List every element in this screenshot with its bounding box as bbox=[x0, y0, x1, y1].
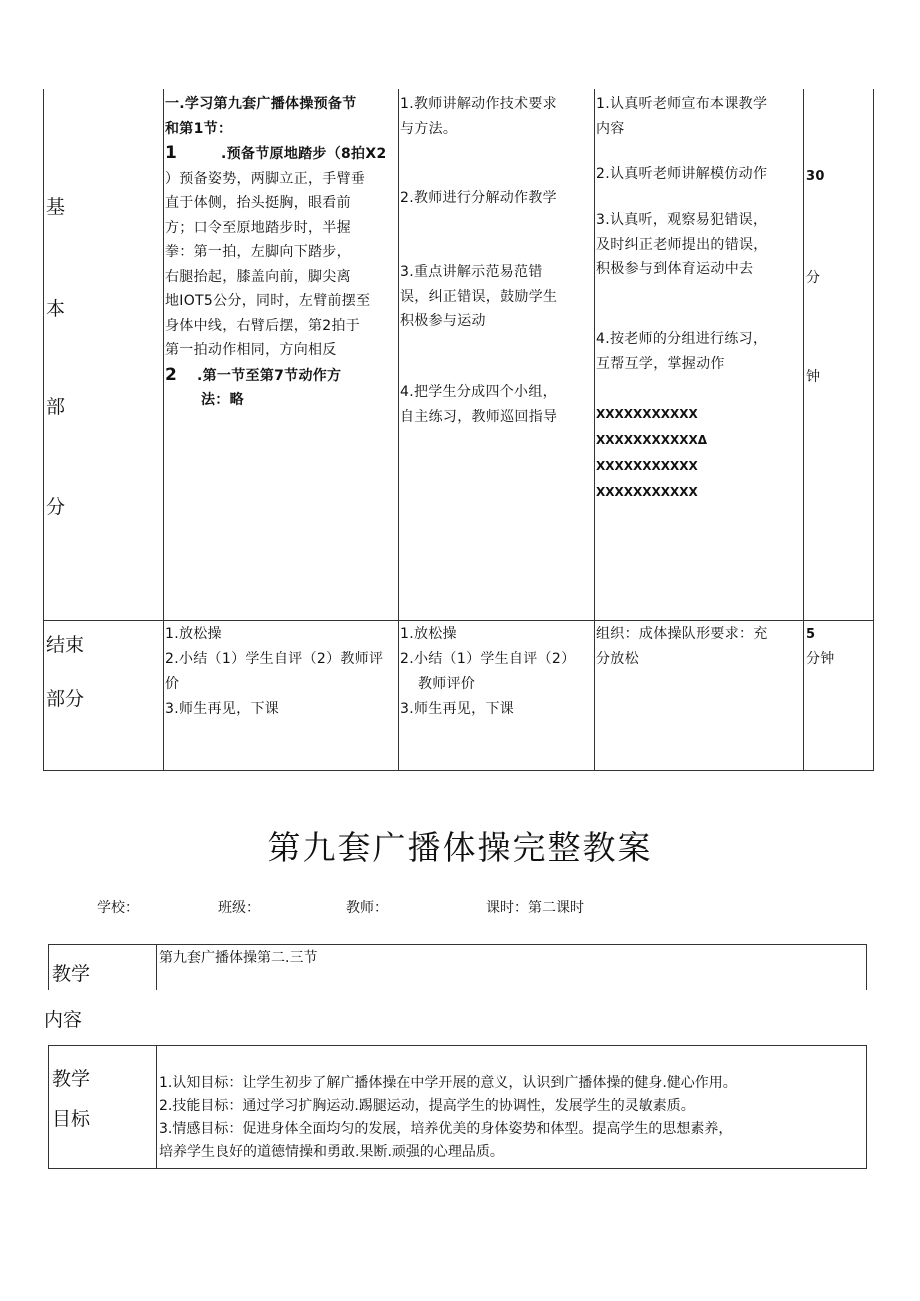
subsection-title: .预备节原地踏步（8拍X2 bbox=[221, 146, 387, 162]
content-value: 第九套广播体操第二.三节 bbox=[159, 950, 318, 966]
end-time: 5 分钟 bbox=[806, 627, 835, 667]
end-teacher: 1.放松操 2.小结（1）学生自评（2） 教师评价 3.师生再见，下课 bbox=[400, 626, 576, 717]
subsection-title: .第一节至第7节动作方 bbox=[197, 367, 342, 384]
table-border-left bbox=[43, 89, 44, 771]
table-divider bbox=[398, 89, 399, 771]
teacher-field: 教师： bbox=[346, 900, 388, 916]
end-student: 组织：成体操队形要求：充 分放松 bbox=[596, 626, 768, 667]
student-item: 1.认真听老师宣布本课教学 内容 bbox=[596, 96, 768, 137]
subsection-title: 法：略 bbox=[201, 392, 244, 408]
content-line: ）预备姿势，两脚立正，手臂垂 bbox=[165, 170, 366, 187]
period-field: 课时：第二课时 bbox=[486, 900, 584, 916]
subsection-number: 1 bbox=[165, 143, 178, 163]
goal-item: 培养学生良好的道德情操和勇敢.果断.顽强的心理品质。 bbox=[159, 1144, 504, 1160]
goal-item: 2.技能目标：通过学习扩胸运动.踢腿运动，提高学生的协调性，发展学生的灵敏素质。 bbox=[159, 1098, 695, 1114]
content-label: 内容 bbox=[44, 1009, 83, 1031]
goal-label: 教学 bbox=[52, 1068, 91, 1090]
teacher-item: 1.教师讲解动作技术要求 与方法。 bbox=[400, 96, 557, 137]
content-line: 第一拍动作相同，方向相反 bbox=[165, 342, 337, 358]
content-line: 地IOT5公分，同时，左臂前摆至 bbox=[165, 293, 371, 309]
student-item: 2.认真听老师讲解模仿动作 bbox=[596, 166, 768, 182]
student-item: 4.按老师的分组进行练习， 互帮互学，掌握动作 bbox=[596, 331, 768, 372]
class-field: 班级： bbox=[218, 900, 260, 916]
content-line: 方；口令至原地踏步时，半握 bbox=[165, 219, 351, 236]
table-divider bbox=[43, 620, 874, 621]
table-divider bbox=[803, 89, 804, 771]
teacher-item: 2.教师进行分解动作教学 bbox=[400, 190, 557, 206]
content-heading: 和第1节： bbox=[165, 120, 233, 137]
goal-list bbox=[159, 1072, 865, 1164]
formation-diagram: XXXXXXXXXXX XXXXXXXXXXXΔ XXXXXXXXXXX XXXXXXXXXXX bbox=[596, 407, 708, 499]
basic-content bbox=[165, 92, 397, 413]
teacher-item: 3.重点讲解示范易范错 误，纠正错误，鼓励学生 积极参与运动 bbox=[400, 264, 558, 329]
table-divider bbox=[594, 89, 595, 771]
table-border-bottom bbox=[43, 770, 874, 771]
table-divider bbox=[163, 89, 164, 771]
content-label: 教学 bbox=[52, 963, 91, 985]
school-field: 学校： bbox=[97, 900, 139, 916]
content-line: 直于体侧，抬头挺胸，眼看前 bbox=[165, 195, 351, 211]
end-content: 1.放松操 2.小结（1）学生自评（2）教师评 价 3.师生再见，下课 bbox=[165, 626, 384, 717]
goal-item: 1.认知目标：让学生初步了解广播体操在中学开展的意义，认识到广播体操的健身.健心作用。 bbox=[159, 1075, 737, 1091]
student-item: 3.认真听，观察易犯错误， 及时纠正老师提出的错误， 积极参与到体育运动中去 bbox=[596, 212, 768, 277]
content-line: 身体中线，右臂后摆，第2拍于 bbox=[165, 317, 361, 334]
content-heading: 一.学习第九套广播体操预备节 bbox=[165, 96, 357, 112]
table-border-right bbox=[873, 89, 874, 771]
teacher-item: 4.把学生分成四个小组， 自主练习，教师巡回指导 bbox=[400, 384, 558, 425]
page-title: 第九套广播体操完整教案 bbox=[267, 828, 653, 867]
goal-label: 目标 bbox=[52, 1108, 91, 1130]
content-line: 右腿抬起，膝盖向前，脚尖离 bbox=[165, 268, 351, 285]
goal-item: 3.情感目标：促进身体全面均匀的发展，培养优美的身体姿势和体型。提高学生的思想素养， bbox=[159, 1121, 733, 1137]
subsection-number: 2 bbox=[165, 364, 178, 385]
content-line: 拳：第一拍，左脚向下踏步， bbox=[165, 244, 351, 260]
